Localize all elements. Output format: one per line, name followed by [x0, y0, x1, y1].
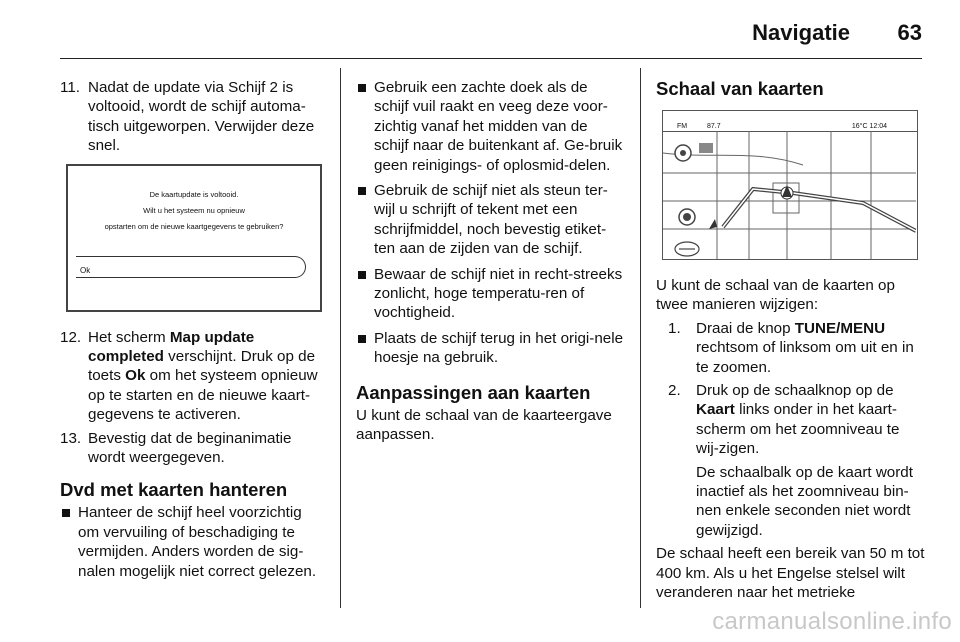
step-text: Bevestig dat de beginanimatie wordt weergegeven.: [88, 429, 292, 467]
step-12: [60, 328, 325, 425]
column-3: [656, 78, 926, 607]
page-number: 63: [897, 20, 922, 45]
scale-button-icon[interactable]: [675, 242, 699, 256]
key-name: Ok: [125, 367, 146, 385]
dialog-line-1: De kaartupdate is voltooid.: [149, 189, 239, 199]
map-graphic: [663, 131, 916, 259]
column-divider-2: [640, 68, 641, 608]
map-status-bar: [663, 111, 917, 132]
step-text-pre: Het scherm: [88, 328, 170, 346]
paragraph: De schaal heeft een bereik van 50 m tot 400 km. Als u het Engelse stelsel wilt veranderen naar het metrieke: [656, 545, 925, 602]
page-header: [60, 18, 922, 59]
step-text: Nadat de update via Schijf 2 is voltooid, wordt de schijf automa-tisch uitgeworpen. Verwijder deze snel.: [88, 79, 315, 155]
step-number: 12.: [60, 328, 82, 346]
step-text-pre: Draai de knop: [696, 319, 795, 337]
watermark: carmanualsonline.info: [712, 608, 952, 635]
destination-icon[interactable]: [679, 209, 695, 225]
scale-step-2: [668, 381, 926, 459]
paragraph: U kunt de schaal van de kaarten op twee manieren wijzigen:: [656, 277, 895, 314]
map-screen-figure: [662, 110, 918, 260]
update-complete-dialog-figure: [66, 164, 322, 312]
ok-label: Ok: [80, 265, 91, 275]
scale-step-1: [668, 319, 926, 377]
section-heading-dvd: Dvd met kaarten hanteren: [60, 479, 288, 501]
position-arrow-icon: [781, 185, 793, 199]
ok-button[interactable]: [76, 256, 306, 278]
step-number: 2.: [668, 382, 681, 400]
step-text-post: rechtsom of linksom om uit en in te zoomen.: [696, 339, 914, 376]
column-divider-1: [340, 68, 341, 608]
radio-frequency: 87.7: [707, 123, 721, 130]
vehicle-icon: [709, 219, 717, 229]
knob-name: TUNE/MENU: [794, 319, 886, 337]
temp-time: 16°C 12:04: [851, 123, 887, 130]
step-number: 11.: [60, 79, 80, 96]
step-text-post: links onder in het kaart-scherm om het zoomniveau te wij-zigen.: [696, 401, 900, 458]
bullet-item: Gebruik de schijf niet als steun ter-wijl u schrijft of tekent met een schrijfmiddel, noch bevestig etiket-ten aan de zijden van de schijf.: [356, 181, 626, 259]
step-11: [60, 78, 325, 156]
bullet-item: Bewaar de schijf niet in recht-streeks zonlicht, hoge temperatu-ren of vochtigheid.: [356, 265, 626, 323]
column-1: [60, 78, 325, 587]
button-name: Kaart: [696, 401, 735, 419]
screen-name: Map update completed: [88, 328, 255, 366]
scale-step-2-note: De schaalbalk op de kaart wordt inactief als het zoomniveau bin-nen enkele seconden niet wordt gewijzigd.: [696, 463, 913, 539]
step-number: 1.: [668, 319, 681, 337]
bullet-item: Plaats de schijf terug in het origi-nele hoesje na gebruik.: [356, 329, 626, 368]
radio-icon: [699, 143, 713, 153]
step-number: 13.: [60, 429, 82, 447]
bullet-item: Hanteer de schijf heel voorzichtig om vervuiling of beschadiging te vermijden. Anders worden de sig-nalen mogelijk niet correct gelezen.: [60, 503, 325, 581]
map-menu-icon[interactable]: [675, 145, 691, 161]
step-text-post: om het systeem opnieuw op te starten en de nieuwe kaart-gegevens te activeren.: [88, 367, 318, 424]
section-heading-map-scale: Schaal van kaarten: [656, 78, 824, 99]
chapter-title: Navigatie: [752, 20, 850, 45]
step-text-mid: verschijnt. Druk op de toets: [88, 348, 316, 385]
paragraph: U kunt de schaal van de kaarteergave aanpassen.: [356, 406, 612, 444]
dialog-line-3: opstarten om de nieuwe kaartgegevens te gebruiken?: [104, 221, 284, 231]
section-heading-map-adjust: Aanpassingen aan kaarten: [356, 381, 591, 403]
column-2: [356, 78, 626, 449]
step-13: [60, 429, 325, 468]
dialog-line-2: Wilt u het systeem nu opnieuw: [143, 205, 245, 215]
bullet-item: Gebruik een zachte doek als de schijf vuil raakt en veeg deze voor-zichtig vanaf het midden van de schijf naar de buitenkant af. Ge-bruik geen reinigings- of oplosmid-delen.: [356, 78, 626, 175]
radio-band: FM: [677, 123, 688, 130]
step-text-pre: Druk op de schaalknop op de: [696, 382, 894, 400]
